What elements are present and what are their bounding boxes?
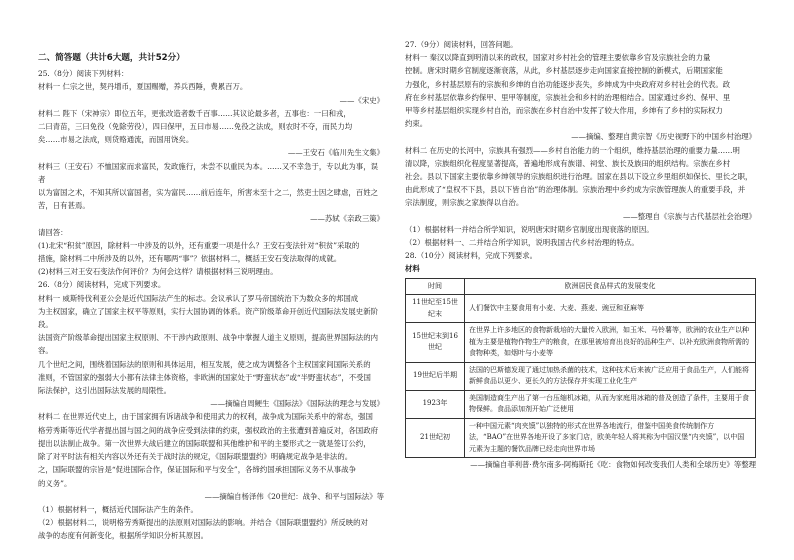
- section-title: 二、简答题（共计6大题，共计52分）: [38, 53, 185, 63]
- food-history-table: [405, 278, 756, 459]
- q26-part-2-line-1: （2）根据材料二，说明格劳秀斯提出的法原则对国际法的影响。并结合《国际联盟盟约》所反映的对: [38, 518, 368, 528]
- table-cell-content: 在世界上许多地区的食物新栽培的大量传入欧洲，如玉米、马铃薯等，欧洲的农业生产以种植为主要是植物作物生产的粮食，在那里被培育出良好的品种生产、以补充欧洲食物所需的食物种类，如烟叶与小麦等: [465, 323, 756, 363]
- q27-material-2-source: ——整理自《宗族与古代基层社会治理》: [622, 211, 756, 221]
- material-2-line-3: 矣……市易之法成，则货赂通流，而国用饶矣。: [38, 135, 194, 145]
- question-25-heading: 25.（8分）阅读下列材料：: [38, 69, 129, 79]
- q26-material-2-line-3: 提出以法制止战争。第一次世界大战后建立的国际联盟和其他维护和平的主要形式之一就是签订公约，: [38, 438, 371, 448]
- question-27-heading: 27.（9分）阅读材料，回答问题。: [405, 40, 518, 49]
- q26-material-2-source: ——摘编自杨泽伟《20世纪：战争、和平与国际法》等: [204, 491, 384, 501]
- q26-material-1-line-4: 几个世纪之间，围绕着国际法的原则和具体运用，相互发展，使之成为调整各个主权国家间国际关系的: [38, 359, 371, 369]
- q27-material-2-line-3: 社会。县以下国家主要依靠乡绅领导的宗族组织进行治理。国家在县以下设立乡里组织如保长、里长之职，: [405, 172, 753, 182]
- left-column: [38, 38, 384, 543]
- table-cell-period: 15世纪末到16世纪: [406, 323, 465, 363]
- q27-part-1: （1）根据材料一并结合所学知识，说明唐宋时期乡官制度出现衰落的原因。: [405, 224, 654, 234]
- q26-material-1-line-2: 为主权国家，确立了国家主权平等原则，实行大国协调的体系。资产阶级革命开创近代国际法发展史新阶段。: [38, 306, 378, 330]
- question-26-heading: 26.（8分）阅读材料，完成下列要求。: [38, 280, 166, 290]
- material-1: 材料一 仁宗之世，契丹增币，夏国赐赠，养兵西陲，费累百万。: [38, 82, 248, 92]
- table-cell-period: 19世纪后半期: [406, 362, 465, 390]
- q27-material-2-line-2: 清以降，宗族组织化程度显著提高，普遍地形成有族谱、祠堂、族长及族田的组织结构。宗族在乡村: [405, 158, 731, 168]
- table-row: [406, 390, 756, 418]
- q26-material-2-line-2: 格劳秀斯等近代学者提出国与国之间的战争应受到法律的约束，强权政治的主张遭到普遍反对，各国政府: [38, 425, 378, 435]
- q26-material-1-source: ——摘编自周鲠生《国际法》《国际法的理念与发展》: [210, 399, 384, 409]
- q28-material-label: 材料: [405, 264, 420, 274]
- table-cell-content: 人们餐饮中主要食用有小麦、大麦、燕麦、豌豆和亚麻等: [465, 295, 756, 323]
- q25-part-1-line-2: 措施，除材料二中所涉及的以外，还有哪两“事”？依据材料二，概括王安石变法取得的成就。: [38, 254, 342, 264]
- q27-material-2-line-1: 材料二 在历史的长河中，宗族具有强烈——乡村自治能力的一个组织，维持基层治理的重要力量……明: [405, 145, 740, 155]
- material-2-line-1: 材料二 陛下（宋神宗）即位五年，更张改造者数千百事……其议论最多者，五事也：一曰和戎，: [38, 108, 351, 118]
- q27-material-2-line-4: 由此形成了“皇权不下县，县以下皆自治”的治理体制。宗族治理中乡约成为宗族管理族人的重要手段，并: [405, 185, 746, 195]
- q27-material-1-line-6: 约束。: [405, 119, 428, 129]
- q26-material-1-line-5: 准则，不管国家的强弱大小都有法律主体资格，非欧洲的国家处于“野蛮状态”或“半野蛮状态”，不受国: [38, 372, 371, 382]
- table-cell-content: 一种中国元素“肉夹馍”以独特的形式在世界各地流行，借鉴中国美食传统制作方法，“BAO”在世界各地开设了多家门店，欧美年轻人将其称为中国汉堡“内夹馍”，以中国元素为主题的餐饮品牌已经走向世界市场: [465, 418, 756, 458]
- q27-material-1-line-3: 力强化，乡村基层原有的宗族和乡绅的自治功能逐步丧失，乡绅成为中央政府对乡村社会的代表。政: [405, 79, 731, 89]
- table-source: ——摘编自菲利普·费尔南多-阿梅斯托《吃：食物如何改变我们人类和全球历史》等整理: [470, 460, 756, 470]
- q27-material-1-line-5: 甲等乡村基层组织实现乡村自治，而宗族在乡村自治中发挥了较大作用，乡绅有了乡村的实际权力: [405, 106, 723, 116]
- q26-part-2-line-2: 战争的态度有何新变化，根据所学知识分析其原因。: [38, 531, 208, 541]
- q27-material-1-source: ——摘编、整理自黄宗智《历史视野下的中国乡村治理》: [571, 132, 756, 142]
- question-28-heading: 28.（10分）阅读材料，完成下列要求。: [405, 251, 538, 261]
- q26-material-1-line-3: 法国资产阶级革命提出国家主权原则、不干涉内政原则、战争中掌握人道主义原则，提高世界国际法的内容。: [38, 333, 378, 356]
- table-cell-period: 1923年: [406, 390, 465, 418]
- q26-material-1-line-1: 材料一 威斯特伐利亚公会是近代国际法产生的标志。会议承认了罗马帝国统治下为数众多的邦国成: [38, 293, 359, 303]
- q26-material-2-line-5: 之，国际联盟的宗旨是“促进国际合作，保证国际和平与安全”，各缔约国承担国际义务不从事战争: [38, 465, 356, 475]
- q26-part-1: （1）根据材料一，概括近代国际法产生的条件。: [38, 504, 198, 514]
- table-row: [406, 295, 756, 323]
- q27-material-1-line-2: 控制。唐宋时期乡官制度逐渐衰落，从此，乡村基层逐步走向国家直接控制的新模式，后期国家能: [405, 66, 723, 76]
- table-cell-period: 21世纪初: [406, 418, 465, 458]
- table-cell-content: 美国制造商生产出了第一台压缩机冰箱，从而为家庭用冰箱的普及创造了条件，主要用于食物保鲜。食品添加剂开始广泛使用: [465, 390, 756, 418]
- q27-material-1-line-4: 府在乡村基层依靠乡约保甲、里甲等制度，宗族社会和乡村的治理相结合。国家通过乡约、保甲、里: [405, 92, 731, 102]
- table-header-row: [406, 278, 756, 295]
- material-3-line-2: 以为富国之术，不知其所以富国者，实为富民……前后连年，所害未至十之二，然吏士因之肆虐，百姓之: [38, 188, 378, 198]
- q26-material-2-line-4: 除了对平时法有相关内容以外还有关于战时法的规定，《国际联盟盟约》明确规定战争是非法的。: [38, 452, 353, 462]
- q26-material-2-line-6: 的义务”。: [38, 478, 72, 488]
- q26-material-1-line-6: 际法保护，这引出国际法发展的局限性。: [38, 386, 172, 396]
- answer-label: 请回答：: [38, 227, 68, 237]
- material-1-source: ——《宋史》: [339, 95, 384, 105]
- q25-part-2: (2)材料三对王安石变法作何评价？为何会这样？请根据材料三说明理由。: [38, 267, 278, 277]
- material-2-source: ——王安石《临川先生文集》: [287, 148, 384, 158]
- table-header-period: 时间: [406, 278, 465, 295]
- material-2-line-2: 二曰青苗，三曰免役（免除劳役），四曰保甲，五曰市易……免役之法成，则农时不夺，而民力均: [38, 122, 353, 132]
- table-row: [406, 418, 756, 458]
- material-3-line-1: 材料三（王安石）不恤国家而求富民，发政施行，未尝不以重民为本。……又不幸急于，专以此为事，误者: [38, 161, 378, 184]
- material-3-source: ——苏轼《亲政三策》: [310, 214, 384, 224]
- table-row: [406, 362, 756, 390]
- q27-material-2-line-5: 宗法制度，则宗族之家族得以自治。: [405, 198, 524, 208]
- right-column: [405, 38, 756, 471]
- q25-part-1-line-1: (1)北宋“积贫”原因，除材料一中涉及的以外，还有重要一项是什么？王安石变法针对“积贫”采取的: [38, 240, 360, 250]
- q27-part-2: （2）根据材料一、二并结合所学知识，说明我国古代乡村治理的特点。: [405, 238, 639, 248]
- q26-material-2-line-1: 材料二 在世界近代史上，由于国家拥有诉诸战争和使用武力的权利，战争成为国际关系中的常态，强国: [38, 412, 373, 422]
- table-cell-content: 法国的巴斯德发现了通过加热杀菌的技术，这种技术后来被广泛应用于食品生产，人们能将新鲜食品以更少、更长久的方法保存并实现工业化生产: [465, 362, 756, 390]
- q27-material-1-line-1: 材料一 秦汉以降直到明清以来的政权，国家对乡村社会的管理主要依靠乡官及宗族社会的力量: [405, 53, 711, 63]
- table-cell-period: 11世纪至15世纪末: [406, 295, 465, 323]
- table-row: [406, 323, 756, 363]
- table-header-content: 欧洲居民食品样式的发展变化: [465, 278, 756, 295]
- material-3-line-3: 苦，日有甚焉。: [38, 201, 90, 211]
